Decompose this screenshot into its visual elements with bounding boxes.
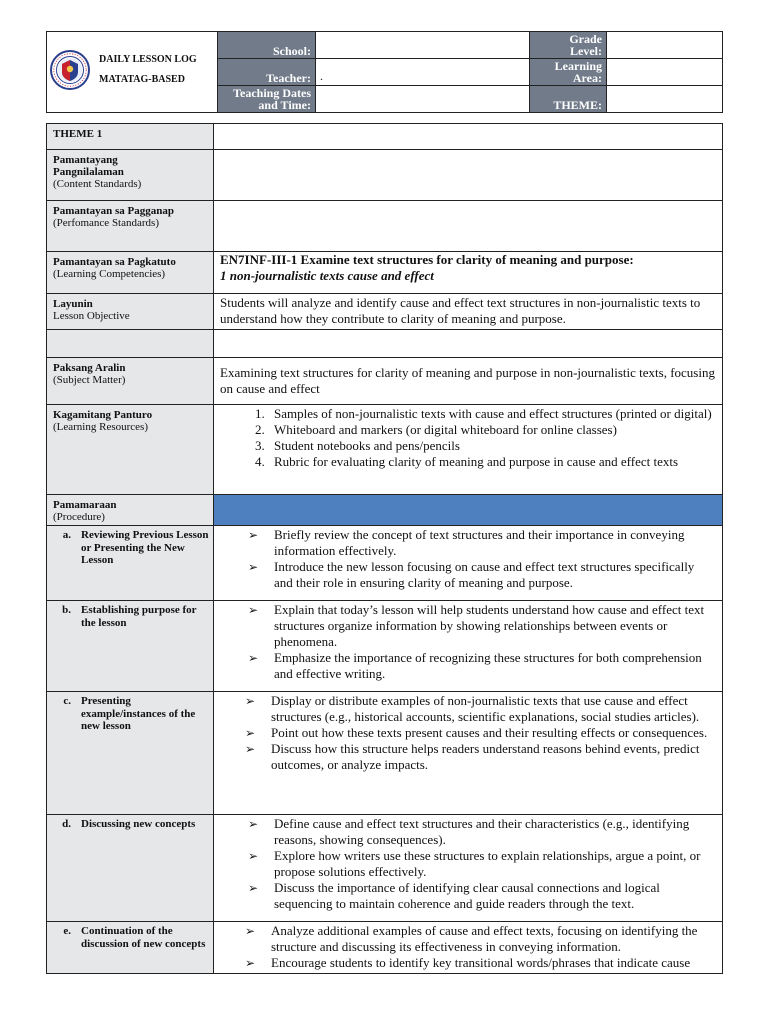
step-row-e: [47, 922, 723, 974]
list-item-text: Introduce the new lesson focusing on cause and effect text structures specifically and their role in ensuring clarity of meaning and purpose.: [274, 559, 695, 590]
competencies-field: [214, 252, 723, 294]
procedure-title: Pamamaraan: [53, 499, 117, 511]
arrow-bullet-icon: ➢: [248, 817, 259, 831]
arrow-bullet-icon: ➢: [245, 956, 256, 970]
content-standards-row: [47, 150, 723, 201]
teaching-dates-label: Teaching Dates and Time:: [218, 86, 316, 113]
teacher-label: Teacher:: [218, 59, 316, 86]
grade-level-label: Grade Level:: [530, 32, 607, 59]
subject-matter-row: [47, 358, 723, 405]
school-label: School:: [218, 32, 316, 59]
list-item: [245, 725, 716, 741]
blank-label: [47, 330, 214, 358]
arrow-bullet-icon: ➢: [248, 560, 259, 574]
subject-matter-sub: (Subject Matter): [53, 374, 126, 386]
step-d-content: [214, 815, 723, 922]
arrow-bullet-icon: ➢: [248, 849, 259, 863]
arrow-bullet-icon: ➢: [245, 742, 256, 756]
step-row-a: [47, 526, 723, 601]
grade-level-field[interactable]: [607, 32, 723, 59]
step-c-label: [47, 692, 214, 815]
step-e-title: Continuation of the discussion of new concepts: [81, 925, 206, 950]
list-item: [248, 602, 716, 650]
list-item-text: Briefly review the concept of text structures and their importance in conveying information effectively.: [274, 527, 685, 558]
list-item: [248, 527, 716, 559]
teacher-field[interactable]: .: [316, 59, 530, 86]
list-item: [248, 650, 716, 682]
theme-field[interactable]: [607, 86, 723, 113]
procedure-label: [47, 495, 214, 526]
competencies-label: [47, 252, 214, 294]
list-item: [245, 923, 716, 955]
arrow-bullet-icon: ➢: [248, 881, 259, 895]
header-table: [46, 31, 723, 113]
arrow-bullet-icon: ➢: [248, 651, 259, 665]
learning-area-label: Learning Area:: [530, 59, 607, 86]
subject-matter-label: [47, 358, 214, 405]
resources-field: [214, 405, 723, 495]
learning-area-field[interactable]: [607, 59, 723, 86]
list-item: [248, 848, 716, 880]
performance-standards-label: [47, 201, 214, 252]
list-item: [245, 741, 716, 773]
step-d-label: [47, 815, 214, 922]
step-a-letter: a.: [62, 529, 71, 541]
list-item-text: Encourage students to identify key transitional words/phrases that indicate cause: [271, 955, 691, 970]
step-d-letter: d.: [62, 818, 71, 830]
step-b-letter: b.: [62, 604, 71, 616]
list-item-text: Explore how writers use these structures to explain relationships, argue a point, or propose solutions effectively.: [274, 848, 701, 879]
competencies-sub: (Learning Competencies): [53, 268, 166, 280]
content-standards-title: Pamantayang Pangnilalaman: [53, 154, 124, 178]
header-logo-cell: [47, 32, 218, 113]
arrow-bullet-icon: ➢: [248, 528, 259, 542]
arrow-bullet-icon: ➢: [248, 603, 259, 617]
objective-sub: Lesson Objective: [53, 310, 130, 322]
step-a-label: [47, 526, 214, 601]
content-standards-field[interactable]: [214, 150, 723, 201]
procedure-row: [47, 495, 723, 526]
subject-matter-title: Paksang Aralin: [53, 362, 126, 374]
step-row-c: [47, 692, 723, 815]
theme-1-label: THEME 1: [47, 124, 214, 150]
arrow-bullet-icon: ➢: [245, 694, 256, 708]
subject-matter-field: Examining text structures for clarity of meaning and purpose in non-journalistic texts, focusing on cause and effect: [214, 358, 723, 405]
step-row-d: [47, 815, 723, 922]
resources-title: Kagamitang Panturo: [53, 409, 153, 421]
resources-label: [47, 405, 214, 495]
objective-title: Layunin: [53, 298, 93, 310]
list-item-text: Display or distribute examples of non-journalistic texts that use cause and effect structures (e.g., historical accounts, scientific explanations, social studies articles).: [271, 693, 700, 724]
procedure-sub: (Procedure): [53, 511, 105, 523]
list-item: [245, 955, 716, 971]
teaching-dates-field[interactable]: [316, 86, 530, 113]
step-a-title: Reviewing Previous Lesson or Presenting the New Lesson: [81, 529, 209, 566]
daily-lesson-log-title: DAILY LESSON LOG: [99, 54, 197, 65]
content-standards-label: [47, 150, 214, 201]
theme-row: [47, 124, 723, 150]
school-field[interactable]: [316, 32, 530, 59]
list-item: [245, 693, 716, 725]
list-item: [248, 816, 716, 848]
step-e-content: [214, 922, 723, 974]
resource-item: 2. Whiteboard and markers (or digital whiteboard for online classes): [268, 422, 716, 438]
arrow-bullet-icon: ➢: [245, 924, 256, 938]
resources-list: [220, 406, 716, 470]
objective-field: Students will analyze and identify cause and effect text structures in non-journalistic texts to understand how they contribute to clarity of meaning and purpose.: [214, 294, 723, 330]
arrow-bullet-icon: ➢: [245, 726, 256, 740]
resource-item: 1. Samples of non-journalistic texts with cause and effect structures (printed or digital): [268, 406, 716, 422]
blank-field[interactable]: [214, 330, 723, 358]
performance-standards-field[interactable]: [214, 201, 723, 252]
list-item-text: Emphasize the importance of recognizing these structures for both comprehension and effective writing.: [274, 650, 702, 681]
list-item-text: Define cause and effect text structures and their characteristics (e.g., identifying reasons, showing consequences).: [274, 816, 690, 847]
competency-code: EN7INF-III-1 Examine text structures for clarity of meaning and purpose:: [220, 252, 634, 267]
step-c-content: [214, 692, 723, 815]
deped-seal-logo: [50, 50, 90, 90]
competency-topic: 1 non-journalistic texts cause and effect: [220, 268, 434, 283]
blank-row: [47, 330, 723, 358]
resource-item: 4. Rubric for evaluating clarity of meaning and purpose in cause and effect texts: [268, 454, 716, 470]
lesson-log-table: [46, 123, 723, 974]
list-item-text: Discuss the importance of identifying clear causal connections and logical sequencing to maintain coherence and guide readers through the text.: [274, 880, 660, 911]
resource-item: 3. Student notebooks and pens/pencils: [268, 438, 716, 454]
content-standards-sub: (Content Standards): [53, 178, 142, 190]
matatag-subtitle: MATATAG-BASED: [99, 74, 185, 85]
step-b-title: Establishing purpose for the lesson: [81, 604, 197, 629]
competencies-title: Pamantayan sa Pagkatuto: [53, 256, 176, 268]
procedure-header-bar: [214, 495, 723, 526]
step-b-label: [47, 601, 214, 692]
step-b-content: [214, 601, 723, 692]
step-a-content: [214, 526, 723, 601]
list-item-text: Analyze additional examples of cause and effect texts, focusing on identifying the structure and discussing its effectiveness in conveying information.: [271, 923, 698, 954]
list-item-text: Discuss how this structure helps readers understand reasons behind events, predict outcomes, or analyze impacts.: [271, 741, 700, 772]
resources-row: [47, 405, 723, 495]
theme-label: THEME:: [530, 86, 607, 113]
performance-standards-row: [47, 201, 723, 252]
list-item-text: Point out how these texts present causes and their resulting effects or consequences.: [271, 725, 708, 740]
step-row-b: [47, 601, 723, 692]
step-e-letter: e.: [63, 925, 71, 937]
step-c-title: Presenting example/instances of the new lesson: [81, 695, 196, 732]
theme-1-field[interactable]: [214, 124, 723, 150]
resources-sub: (Learning Resources): [53, 421, 148, 433]
objective-row: [47, 294, 723, 330]
step-c-letter: c.: [63, 695, 71, 707]
step-d-title: Discussing new concepts: [81, 818, 196, 830]
performance-standards-title: Pamantayan sa Pagganap: [53, 205, 175, 217]
competencies-row: [47, 252, 723, 294]
list-item: [248, 880, 716, 912]
step-e-label: [47, 922, 214, 974]
objective-label: [47, 294, 214, 330]
list-item-text: Explain that today’s lesson will help students understand how cause and effect text structures organize information by showing relationships between events or phenomena.: [274, 602, 705, 649]
performance-standards-sub: (Perfomance Standards): [53, 217, 159, 229]
list-item: [248, 559, 716, 591]
